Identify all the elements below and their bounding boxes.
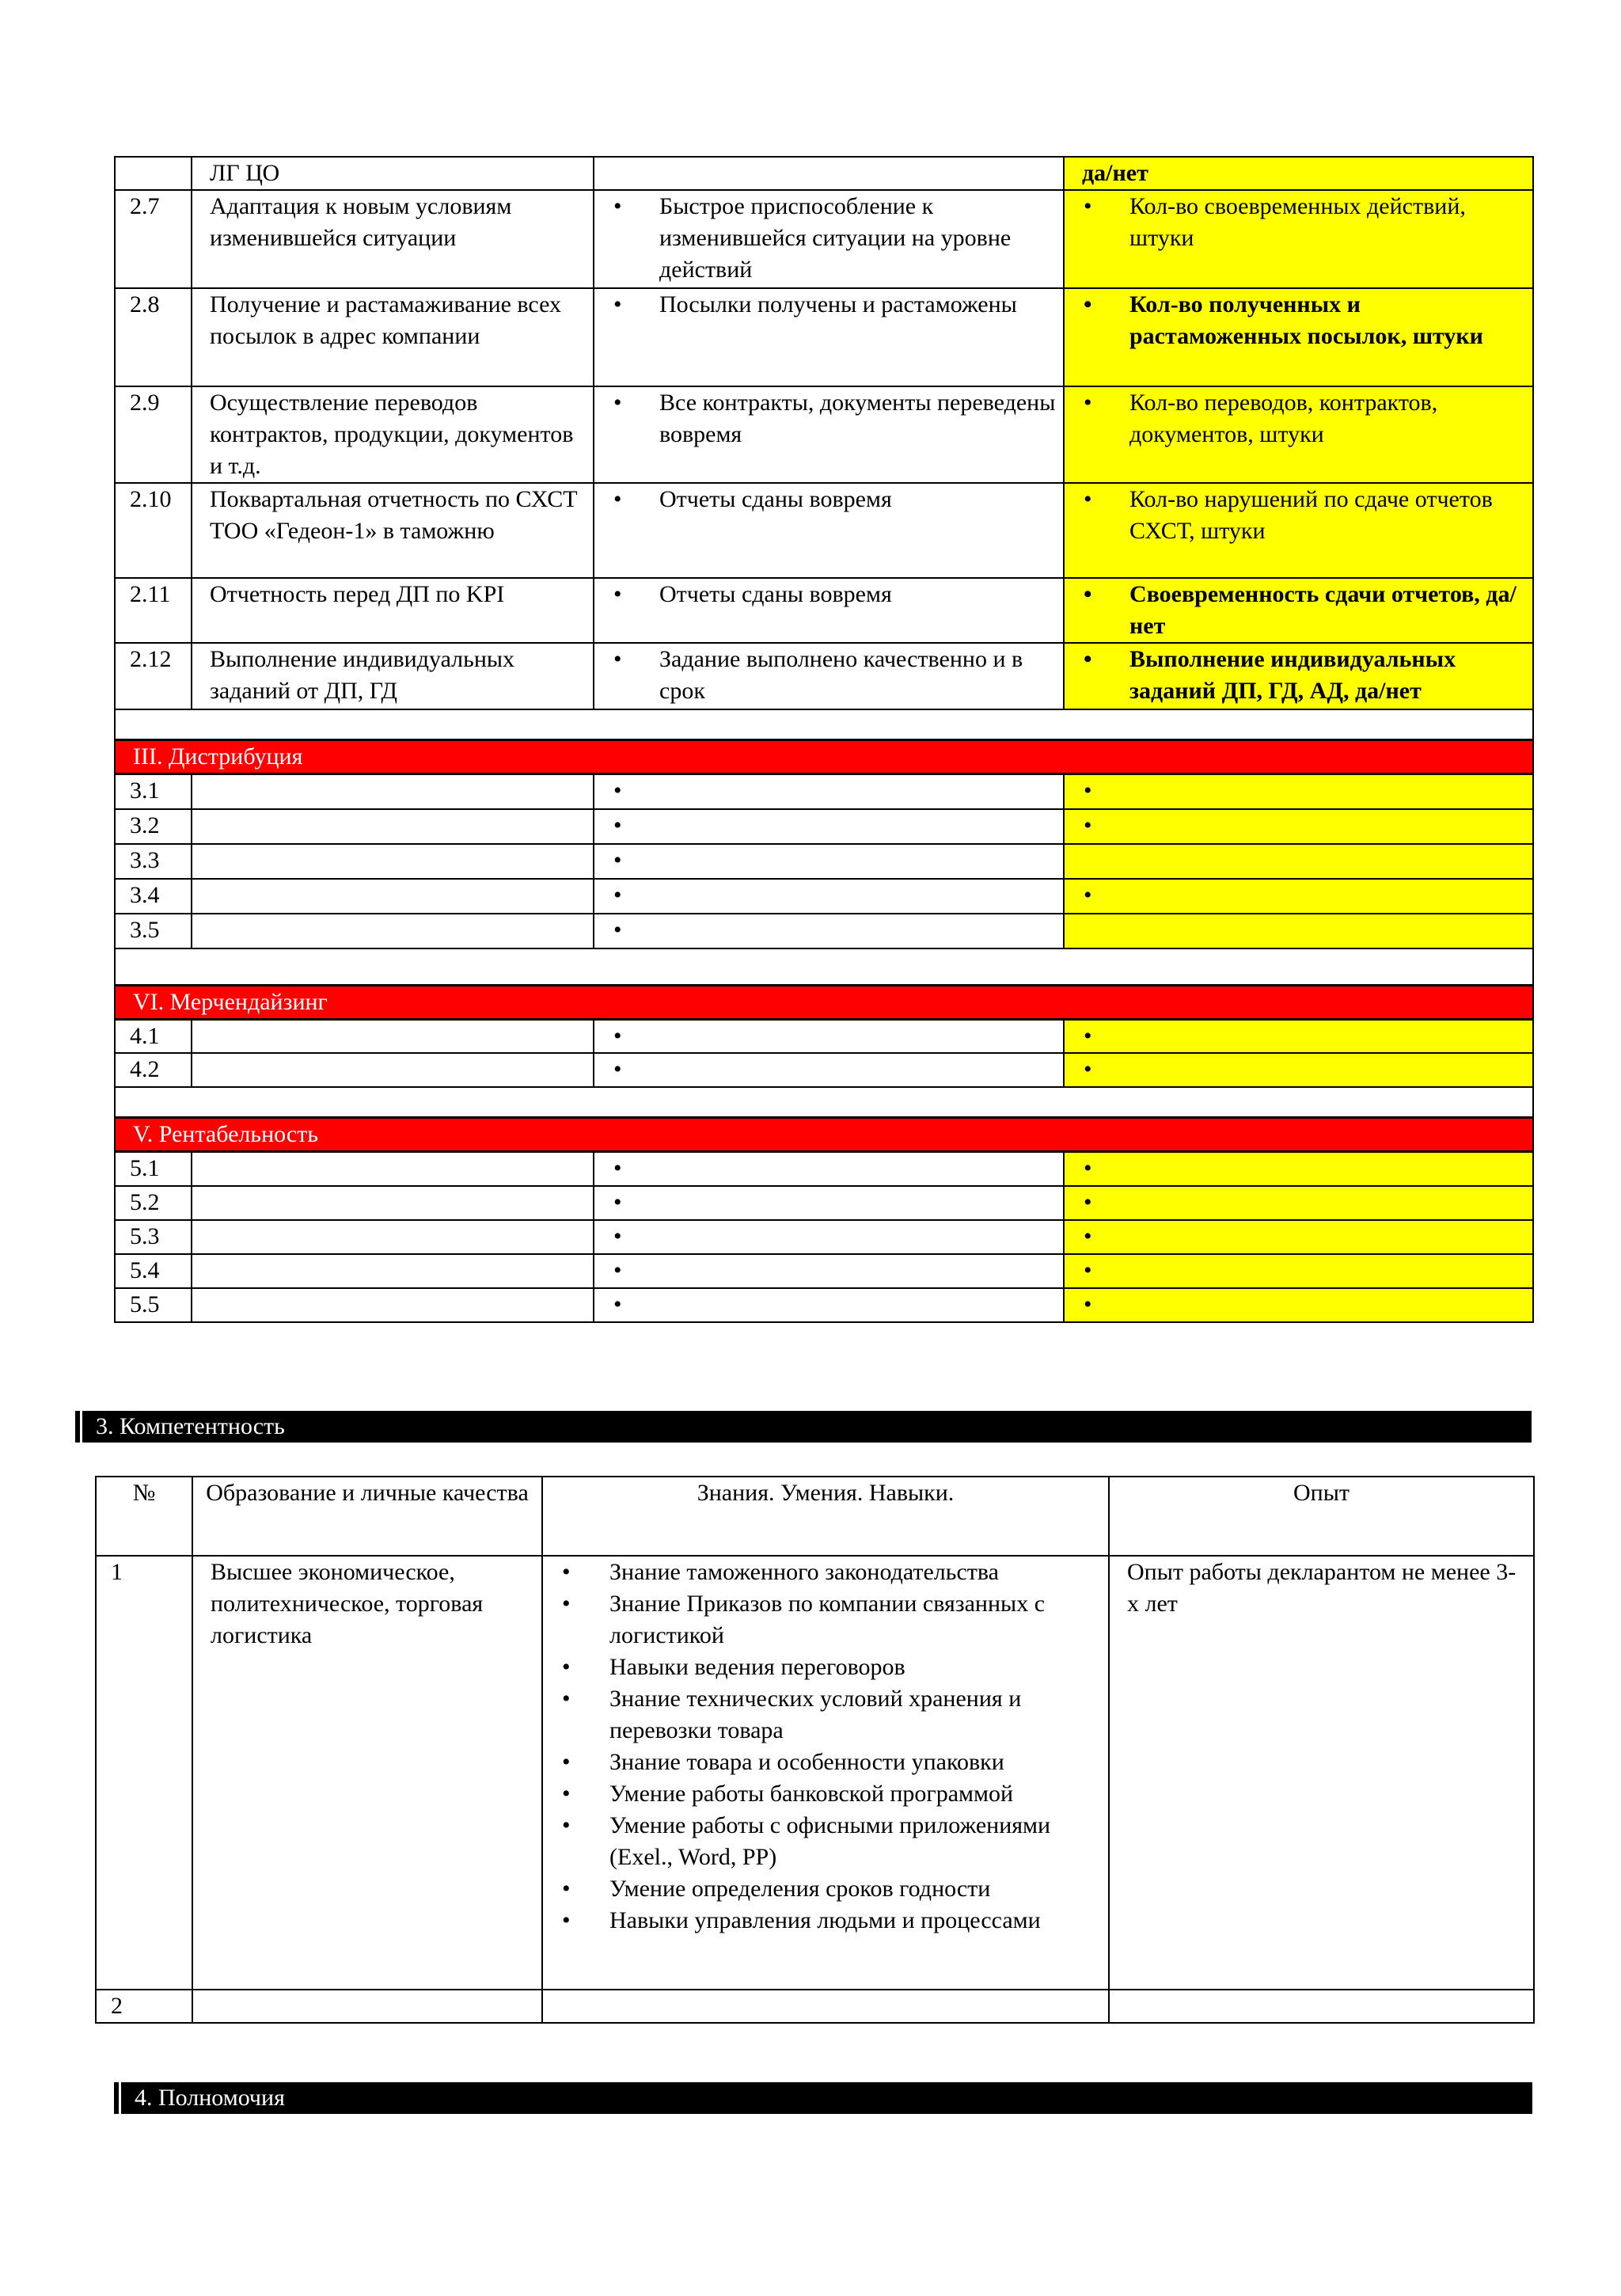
- bullet-item: [1082, 1221, 1526, 1253]
- measure-cell: [1064, 914, 1533, 948]
- bullet-item: • Быстрое приспособление к изменившейся ситуации на уровне действий: [612, 191, 1057, 286]
- bullet-item: • Умение определения сроков годности: [560, 1873, 1100, 1905]
- bullet-item: • Умение работы банковской программой: [560, 1778, 1100, 1810]
- bullet-item: • Знание технических условий хранения и перевозки товара: [560, 1683, 1100, 1747]
- bullet-item: [612, 880, 1057, 911]
- bullet-item: [1082, 810, 1526, 842]
- task-cell: [192, 774, 594, 809]
- bullet-item: • Кол-во нарушений по сдаче отчетов СХСТ, штуки: [1082, 484, 1526, 547]
- row-number: 1: [96, 1556, 192, 1990]
- column-header: Опыт: [1109, 1477, 1534, 1556]
- bullet-item: [612, 775, 1057, 807]
- row-number: 2.12: [115, 643, 192, 709]
- bullet-list: [1082, 1289, 1526, 1321]
- kpi-row: [115, 809, 1533, 844]
- measure-cell: [1064, 578, 1533, 643]
- bullet-list: [1082, 1153, 1526, 1184]
- bullet-item: [612, 1187, 1057, 1218]
- result-cell: [594, 288, 1064, 386]
- task-cell: [192, 1186, 594, 1220]
- result-cell: [594, 1019, 1064, 1053]
- measure-cell: [1064, 643, 1533, 709]
- bullet-list: [1082, 1255, 1526, 1287]
- result-cell: [594, 1152, 1064, 1186]
- bullet-item: [612, 1153, 1057, 1184]
- task-cell: [192, 914, 594, 948]
- section-title: V. Рентабельность: [115, 1118, 1533, 1152]
- result-cell: [594, 879, 1064, 914]
- bullet-list: [560, 1557, 1100, 1937]
- measure-cell: [1064, 1053, 1533, 1087]
- bullet-item: • Знание таможенного законодательства: [560, 1557, 1100, 1588]
- spacer-row: [115, 948, 1533, 986]
- section-header-row: [115, 740, 1533, 774]
- task-cell: Поквартальная отчетность по СХСТ ТОО «Гедеон-1» в таможню: [192, 483, 594, 578]
- bullet-list: [612, 579, 1057, 610]
- result-cell: [594, 483, 1064, 578]
- bullet-list: [1082, 484, 1526, 547]
- kpi-row: [115, 1019, 1533, 1053]
- experience-cell: Опыт работы декларантом не менее 3-х лет: [1109, 1556, 1534, 1990]
- task-cell: Получение и растамаживание всех посылок в адрес компании: [192, 288, 594, 386]
- result-cell: [594, 643, 1064, 709]
- bullet-list: [1082, 775, 1526, 807]
- row-number: 2.9: [115, 386, 192, 483]
- bullet-item: • Задание выполнено качественно и в срок: [612, 644, 1057, 707]
- kpi-row: [115, 1053, 1533, 1087]
- kpi-row: [115, 578, 1533, 643]
- kpi-row: [115, 483, 1533, 578]
- bullet-list: [1082, 579, 1526, 642]
- spacer-row: [115, 709, 1533, 740]
- bullet-list: [1082, 1021, 1526, 1052]
- bullet-item: [612, 810, 1057, 842]
- row-number: 4.2: [115, 1053, 192, 1087]
- bullet-item: • Отчеты сданы вовремя: [612, 579, 1057, 610]
- bullet-item: [612, 1289, 1057, 1321]
- task-cell: Адаптация к новым условиям изменившейся ситуации: [192, 190, 594, 288]
- row-number: 2.11: [115, 578, 192, 643]
- bullet-list: [612, 289, 1057, 321]
- competence-table: [95, 1476, 1535, 2024]
- kpi-row: [115, 386, 1533, 483]
- bullet-item: • Навыки управления людьми и процессами: [560, 1905, 1100, 1937]
- measure-cell: [1064, 879, 1533, 914]
- task-cell: [192, 879, 594, 914]
- section-header-row: [115, 985, 1533, 1019]
- kpi-row: [115, 1186, 1533, 1220]
- bullet-list: [612, 1221, 1057, 1253]
- bullet-item: [1082, 1255, 1526, 1287]
- education-cell: Высшее экономическое, политехническое, торговая логистика: [192, 1556, 542, 1990]
- column-header: №: [96, 1477, 192, 1556]
- measure-cell: [1064, 386, 1533, 483]
- row-number: 5.3: [115, 1220, 192, 1254]
- bullet-item: [1082, 1187, 1526, 1218]
- row-number: 5.5: [115, 1288, 192, 1322]
- measure-cell: [1064, 1019, 1533, 1053]
- experience-cell: [1109, 1990, 1534, 2023]
- row-number: 2.8: [115, 288, 192, 386]
- bullet-item: • Кол-во переводов, контрактов, документов, штуки: [1082, 387, 1526, 450]
- measure-cell: [1064, 288, 1533, 386]
- task-cell: [192, 809, 594, 844]
- kpi-row: [115, 190, 1533, 288]
- section-header-row: [115, 1118, 1533, 1152]
- bullet-list: [1082, 1187, 1526, 1218]
- row-number: 3.4: [115, 879, 192, 914]
- bullet-list: [1082, 1221, 1526, 1253]
- row-number: 5.2: [115, 1186, 192, 1220]
- bullet-list: [612, 484, 1057, 515]
- bullet-item: [612, 1255, 1057, 1287]
- header-row: [96, 1477, 1534, 1556]
- cell-text: да/нет: [1082, 160, 1148, 186]
- bullet-item: • Навыки ведения переговоров: [560, 1652, 1100, 1683]
- result-cell: [594, 1220, 1064, 1254]
- measure-cell: [1064, 1288, 1533, 1322]
- competence-row: [96, 1556, 1534, 1990]
- section-title: 3. Компетентность: [96, 1413, 285, 1439]
- task-cell: Осуществление переводов контрактов, продукции, документов и т.д.: [192, 386, 594, 483]
- bullet-list: [1082, 191, 1526, 254]
- section-bar-competence: [75, 1411, 1532, 1443]
- bullet-item: • Выполнение индивидуальных заданий ДП, ГД, АД, да/нет: [1082, 644, 1526, 707]
- result-cell: [594, 1288, 1064, 1322]
- result-cell: [594, 1254, 1064, 1288]
- row-number: 5.1: [115, 1152, 192, 1186]
- result-cell: [594, 774, 1064, 809]
- kpi-row: [115, 1220, 1533, 1254]
- kpi-row: [115, 288, 1533, 386]
- result-cell: [594, 578, 1064, 643]
- task-cell: Выполнение индивидуальных заданий от ДП, ГД: [192, 643, 594, 709]
- bullet-item: [612, 1054, 1057, 1085]
- bullet-list: [612, 845, 1057, 876]
- bullet-item: • Все контракты, документы переведены вовремя: [612, 387, 1057, 450]
- bullet-list: [612, 387, 1057, 450]
- measure-cell: [1064, 809, 1533, 844]
- bullet-item: • Кол-во полученных и растаможенных посылок, штуки: [1082, 289, 1526, 352]
- bullet-item: [612, 1021, 1057, 1052]
- kpi-row: [115, 643, 1533, 709]
- result-cell: [594, 1053, 1064, 1087]
- bullet-item: [1082, 1021, 1526, 1052]
- bullet-item: [612, 914, 1057, 946]
- section-bar-authority: [114, 2082, 1532, 2114]
- kpi-row: [115, 914, 1533, 948]
- row-number: 2.7: [115, 190, 192, 288]
- column-header: Знания. Умения. Навыки.: [542, 1477, 1109, 1556]
- kpi-row: [115, 879, 1533, 914]
- bullet-list: [612, 775, 1057, 807]
- kpi-row: [115, 1254, 1533, 1288]
- bullet-item: • Посылки получены и растаможены: [612, 289, 1057, 321]
- row-number: 3.3: [115, 844, 192, 879]
- bullet-list: [1082, 810, 1526, 842]
- kpi-row: [115, 1152, 1533, 1186]
- row-number: 3.1: [115, 774, 192, 809]
- row-number: 5.4: [115, 1254, 192, 1288]
- column-header: Образование и личные качества: [192, 1477, 542, 1556]
- bullet-list: [612, 914, 1057, 946]
- competence-row: [96, 1990, 1534, 2023]
- kpi-row: [115, 774, 1533, 809]
- result-cell: [594, 190, 1064, 288]
- row-number: 2: [96, 1990, 192, 2023]
- row-number: 4.1: [115, 1019, 192, 1053]
- bullet-item: • Знание Приказов по компании связанных с логистикой: [560, 1588, 1100, 1652]
- task-cell: [192, 1288, 594, 1322]
- section-title: III. Дистрибуция: [115, 740, 1533, 774]
- bullet-item: • Знание товара и особенности упаковки: [560, 1747, 1100, 1778]
- bullet-item: • Отчеты сданы вовремя: [612, 484, 1057, 515]
- kpi-row: [115, 1288, 1533, 1322]
- skills-cell: [542, 1990, 1109, 2023]
- row-number: [115, 157, 192, 190]
- bullet-list: [612, 1187, 1057, 1218]
- measure-cell: [1064, 844, 1533, 879]
- bullet-list: [612, 1255, 1057, 1287]
- result-cell: [594, 386, 1064, 483]
- task-cell: [192, 1254, 594, 1288]
- result-cell: [594, 914, 1064, 948]
- bullet-item: [1082, 880, 1526, 911]
- bullet-list: [612, 644, 1057, 707]
- section-title: 4. Полномочия: [135, 2085, 285, 2111]
- bullet-list: [612, 1289, 1057, 1321]
- task-cell: [192, 1053, 594, 1087]
- measure-cell: [1064, 483, 1533, 578]
- bullet-item: [1082, 775, 1526, 807]
- kpi-row: [115, 157, 1533, 190]
- kpi-table: [114, 156, 1534, 1323]
- measure-cell: [1064, 157, 1533, 190]
- kpi-row: [115, 844, 1533, 879]
- bullet-list: [1082, 644, 1526, 707]
- measure-cell: [1064, 190, 1533, 288]
- measure-cell: [1064, 1254, 1533, 1288]
- measure-cell: [1064, 774, 1533, 809]
- result-cell: [594, 809, 1064, 844]
- result-cell: [594, 1186, 1064, 1220]
- task-cell: [192, 1152, 594, 1186]
- spacer-row: [115, 1087, 1533, 1118]
- bullet-item: • Своевременность сдачи отчетов, да/нет: [1082, 579, 1526, 642]
- bullet-list: [612, 880, 1057, 911]
- bullet-list: [612, 810, 1057, 842]
- bullet-item: • Умение работы с офисными приложениями (Exel., Word, PP): [560, 1810, 1100, 1873]
- bullet-list: [1082, 289, 1526, 352]
- bullet-item: [612, 845, 1057, 876]
- section-title: VI. Мерчендайзинг: [115, 985, 1533, 1019]
- row-number: 2.10: [115, 483, 192, 578]
- task-cell: ЛГ ЦО: [192, 157, 594, 190]
- bullet-item: [1082, 1153, 1526, 1184]
- bullet-item: • Кол-во своевременных действий, штуки: [1082, 191, 1526, 254]
- result-cell: [594, 157, 1064, 190]
- bullet-item: [612, 1221, 1057, 1253]
- row-number: 3.5: [115, 914, 192, 948]
- measure-cell: [1064, 1152, 1533, 1186]
- bullet-list: [612, 1153, 1057, 1184]
- bullet-list: [1082, 880, 1526, 911]
- bullet-list: [612, 191, 1057, 286]
- skills-cell: [542, 1556, 1109, 1990]
- task-cell: [192, 1019, 594, 1053]
- measure-cell: [1064, 1186, 1533, 1220]
- measure-cell: [1064, 1220, 1533, 1254]
- task-cell: Отчетность перед ДП по KPI: [192, 578, 594, 643]
- bullet-list: [1082, 387, 1526, 450]
- task-cell: [192, 844, 594, 879]
- task-cell: [192, 1220, 594, 1254]
- bullet-item: [1082, 1054, 1526, 1085]
- bullet-list: [612, 1021, 1057, 1052]
- education-cell: [192, 1990, 542, 2023]
- bullet-item: [1082, 1289, 1526, 1321]
- row-number: 3.2: [115, 809, 192, 844]
- bullet-list: [1082, 1054, 1526, 1085]
- bullet-list: [612, 1054, 1057, 1085]
- result-cell: [594, 844, 1064, 879]
